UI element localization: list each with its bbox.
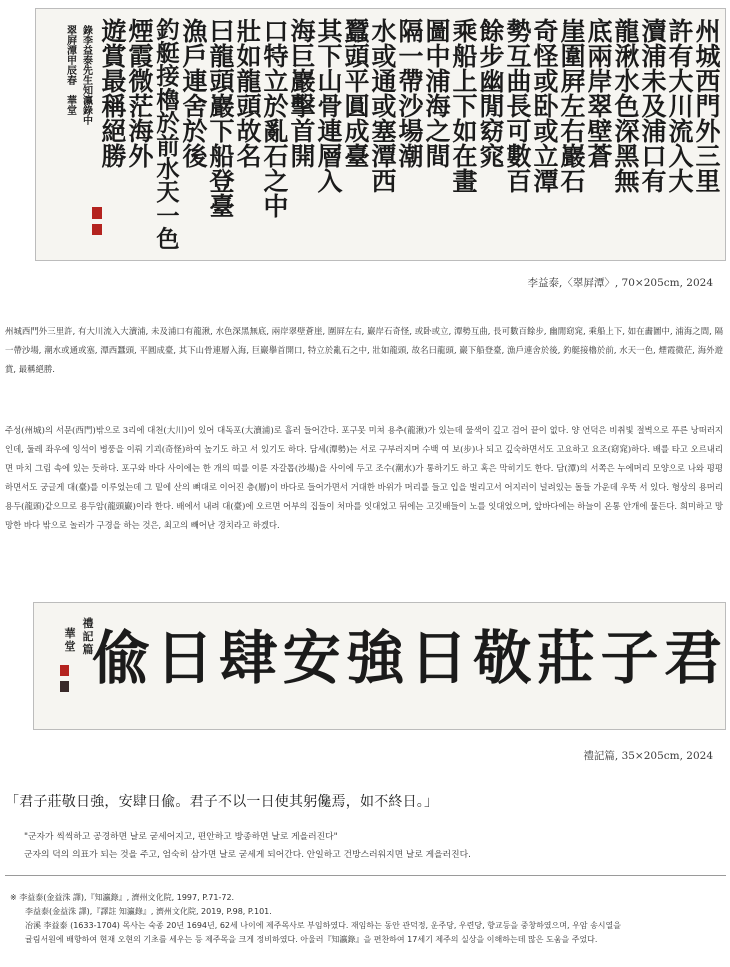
seal-script-character: 強 <box>346 624 405 692</box>
calligraphy-column: 遊 賞 最 稱 絕 勝 <box>101 17 127 171</box>
calligraphy-artwork-liji <box>33 602 726 730</box>
artwork1-caption: 李益泰,〈翠屛潭〉, 70×205cm, 2024 <box>527 277 713 289</box>
liji-quote: 「君子莊敬日強，安肆日偸。君子不以一日使其躬儳焉，如不終日。」 <box>5 794 439 810</box>
calligraphy-column: 乘 船 上 下 如 在 畫 <box>452 17 478 196</box>
side-inscription-column: 華堂 <box>64 627 76 653</box>
seal-script-character: 日 <box>409 624 468 692</box>
calligraphy-column: 翠 屛 潭 甲 辰 春 華 堂 <box>67 26 77 117</box>
footnote-divider <box>5 875 726 876</box>
quote-explanation: 군자의 덕의 의표가 되는 것을 주고, 엄숙히 삼가면 날로 굳세게 되어간다. 안일하고 건방스러워지면 날로 게을러진다. <box>24 850 471 860</box>
korean-translation-text: 주성(州城)의 서문(西門)밖으로 3리에 대천(大川)이 있어 대독포(大瀆浦)로 흘러 들어간다. 포구못 미쳐 용추(龍湫)가 있는데 물색이 깊고 검어 끝이 없다. 양 언덕은 비취빛 절벽으로 푸른 낭떠러지인데, 둘레 좌우에 잉석이 병풍을 이뤄 기괴(奇怪)하여 높기도 하고 서 있기도 하다. 담세(潭勢)는 서로 구부러지며 수백 여 보(步)나 되고 깊숙하면서도 고요하고 요조(窈窕)하다. 배를 타고 오르내리면 마치 그림 속에 있는 듯하다. 포구와 바다 사이에는 한 개의 띠를 이룬 자갈톱(沙場)을 사이에 두고 조수(潮水)가 통하기도 하고 혹은 막히기도 한다. 담(潭)의 서쪽은 누에머리 모양으로 나와 평평하면서도 궁글게 대(臺)를 이루었는데 그 밑에 산의 뼈대로 이어진 층(層)이 바다로 들어가면서 거대한 바위가 머리를 들고 입을 벌리고서 어지러이 널려있는 돌들 가운데 우뚝 서 있다. 형상의 용머리 용두(龍頭)같으므로 용두암(龍頭巖)이라 한다. 배에서 내려 대(臺)에 오르면 어부의 집들이 처마를 잇대었고 뒤에는 고깃배들이 노를 잇대었으며, 앞바다에는 하늘이 온통 안개에 물든다. 희미하고 망망한 바다 밖으로 놀러가 구경을 하는 것은, 최고의 빼어난 경치라고 하겠다. <box>5 425 723 530</box>
seal-script-character: 子 <box>600 624 659 692</box>
footnote-line: 冶溪 李益泰 (1633-1704) 목사는 숙종 20년 1694년, 62세 나이에 제주목사로 부임하였다. 재임하는 동안 관덕정, 운주당, 우련당, 향교등을 중창하였으며, 우암 송시열을 <box>25 921 621 930</box>
calligraphy-columns <box>36 9 725 260</box>
calligraphy-column: 奇 怪 或 卧 或 立 潭 <box>533 17 559 196</box>
calligraphy-column: 龍 湫 水 色 深 黑 無 <box>614 17 640 196</box>
footnote-line: 李益泰(金益洙 譯),『譯註 知瀛錄』, 濟州文化院, 2019, P.98, P.101. <box>25 907 272 916</box>
calligraphy-column: 崖 圍 屛 左 右 巖 石 <box>560 17 586 196</box>
footnotes <box>10 891 725 947</box>
calligraphy-column: 壯 如 龍 頭 故 名 <box>236 17 262 171</box>
hanja-original-text: 州城西門外三里許, 有大川流入大瀆浦, 未及浦口有龍湫, 水色深黑無底, 兩岸翠壁蒼崖, 圍屛左右, 巖岸石奇怪, 或卧或立, 潭勢互曲, 長可數百餘步, 幽閒窈窕, 乘船上下, 如在畵圖中, 浦海之間, 隔一帶沙場, 潮水或通或塞, 潭西蠶頭, 平圓成臺, 其下山骨連層入海, 巨巖擧首開口, 特立於亂石之中, 壯如龍頭, 故名曰龍頭, 巖下船登臺, 漁戶連舍於後, 釣艇接櫓於前, 水天一色, 煙霞微茫, 海外遊賞, 最稱絕勝. <box>5 326 723 374</box>
seal-script-character: 君 <box>664 624 723 692</box>
calligraphy-column: 水 或 通 或 塞 潭 西 <box>371 17 397 196</box>
calligraphy-column: 瀆 浦 未 及 浦 口 有 <box>641 17 667 196</box>
calligraphy-column: 餘 步 幽 閒 窈 窕 <box>479 17 505 171</box>
calligraphy-column: 州 城 西 門 外 三 里 <box>695 17 721 196</box>
seal-script-character: 肆 <box>219 624 278 692</box>
calligraphy-column: 海 巨 巖 擊 首 開 <box>290 17 316 171</box>
artist-seal-bottom <box>92 224 102 235</box>
calligraphy-column: 漁 戶 連 舍 於 後 <box>182 17 208 171</box>
artist-seal-red <box>60 665 69 676</box>
footnote-line: 귤림서원에 배향하여 현재 오현의 기초를 세우는 등 제주목을 크게 정비하였다. 아울러『知瀛錄』을 편찬하여 17세기 제주의 실상을 이해하는데 많은 도움을 주었다. <box>25 935 598 944</box>
seal-script-character: 莊 <box>536 624 595 692</box>
artist-seal-dark <box>60 681 69 692</box>
calligraphy-column: 釣 艇 接 櫓 於 前 水 天 一 色 <box>156 17 180 253</box>
seal-script-character: 安 <box>282 624 341 692</box>
calligraphy-column: 許 有 大 川 流 入 大 <box>668 17 694 196</box>
side-inscription-column: 禮記篇 <box>82 617 94 656</box>
calligraphy-column: 錄 李 益 泰 先 生 知 瀛 錄 中 <box>83 26 93 127</box>
calligraphy-column: 底 兩 岸 翠 壁 蒼 <box>587 17 613 171</box>
calligraphy-column: 勢 互 曲 長 可 數 百 <box>506 17 532 196</box>
artwork2-caption: 禮記篇, 35×205cm, 2024 <box>583 750 713 762</box>
calligraphy-column: 隔 一 帶 沙 場 潮 <box>398 17 424 171</box>
artist-seal-top <box>92 207 102 219</box>
calligraphy-column: 口 特 立 於 亂 石 之 中 <box>263 17 289 221</box>
calligraphy-column: 蠶 頭 平 圓 成 臺 <box>344 17 370 171</box>
calligraphy-column: 其 下 山 骨 連 層 入 <box>317 17 343 196</box>
quote-translation: "군자가 씩씩하고 공경하면 날로 굳세어지고, 편안하고 방종하면 날로 게을러진다" <box>24 832 338 842</box>
seal-script-character: 日 <box>155 624 214 692</box>
calligraphy-column: 煙 霞 微 茫 海 外 <box>128 17 154 171</box>
seal-script-character: 敬 <box>473 624 532 692</box>
footnote-line: ※ 李益泰(金益洙 譯),『知瀛錄』, 濟州文化院, 1997, P.71-72. <box>10 893 235 902</box>
seal-script-character: 偸 <box>92 624 151 692</box>
calligraphy-column: 曰 龍 頭 巖 下 船 登 臺 <box>209 17 235 221</box>
calligraphy-artwork-chwibyeongdam <box>35 8 726 261</box>
calligraphy-column: 圖 中 浦 海 之 間 <box>425 17 451 171</box>
